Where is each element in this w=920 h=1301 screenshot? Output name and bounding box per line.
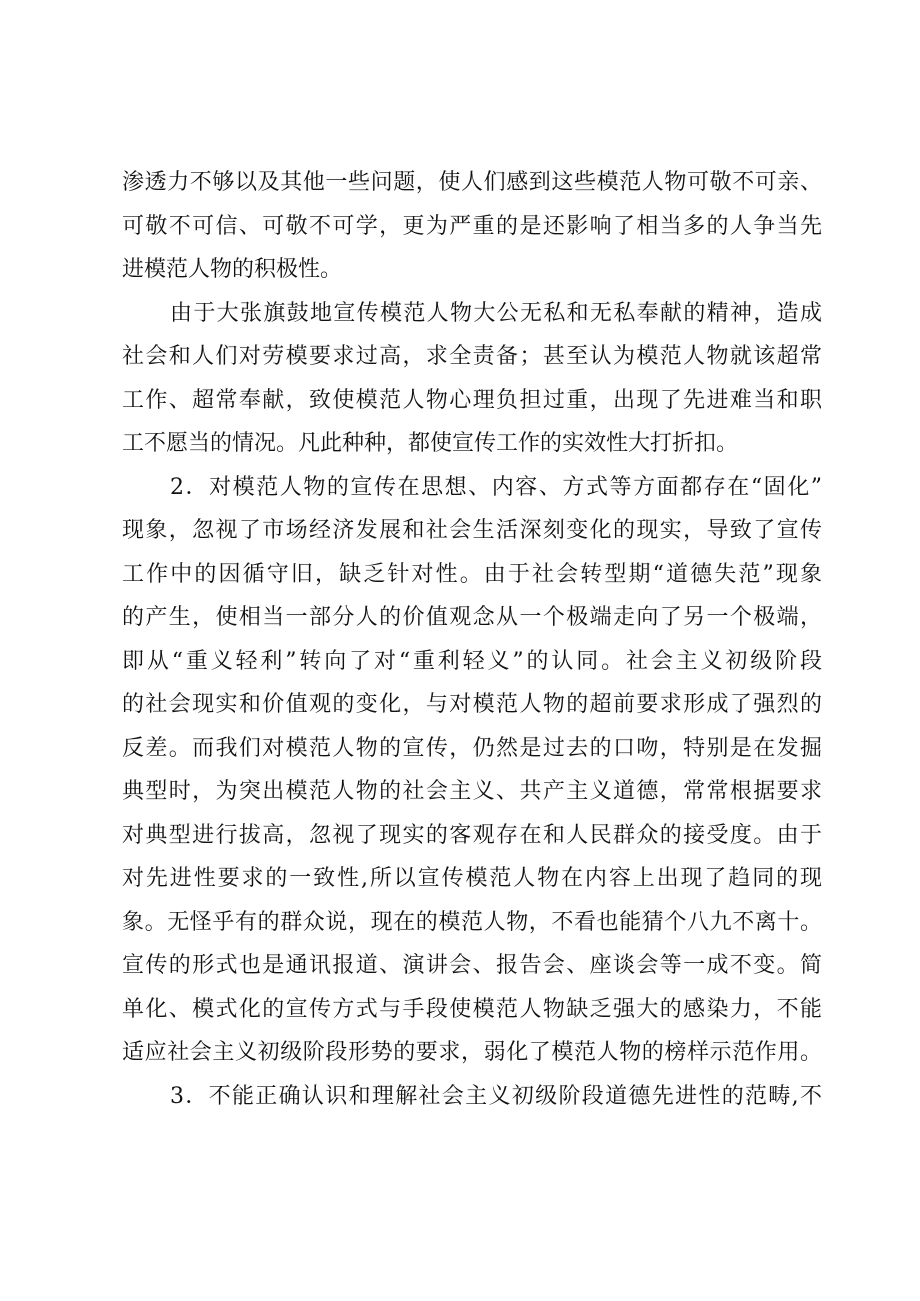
text-line: 进模范人物的积极性。 <box>122 257 343 282</box>
text-line: 渗透力不够以及其他一些问题，使人们感到这些模范人物可敬不可亲、 <box>122 170 822 195</box>
text-line: 2．对模范人物的宣传在思想、内容、方式等方面都存在“固化” <box>170 474 822 500</box>
text-line: 可敬不可信、可敬不可学，更为严重的是还影响了相当多的人争当先 <box>122 213 822 239</box>
paragraph <box>122 292 822 466</box>
text-line: 适应社会主义初级阶段形势的要求，弱化了模范人物的榜样示范作用。 <box>122 1040 822 1065</box>
text-line: 工不愿当的情况。凡此种种，都使宣传工作的实效性大打折扣。 <box>122 431 739 456</box>
text-line: 反差。而我们对模范人物的宣传，仍然是过去的口吻，特别是在发掘 <box>122 735 822 761</box>
text-line: 单化、模式化的宣传方式与手段使模范人物缺乏强大的感染力，不能 <box>122 996 822 1022</box>
text-line: 的社会现实和价值观的变化，与对模范人物的超前要求形成了强烈的 <box>122 692 822 717</box>
text-line: 由于大张旗鼓地宣传模范人物大公无私和无私奉献的精神，造成 <box>170 300 822 326</box>
text-line: 典型时，为突出模范人物的社会主义、共产主义道德，常常根据要求 <box>122 779 822 804</box>
text-line: 现象，忽视了市场经济发展和社会生活深刻变化的现实，导致了宣传 <box>122 518 822 543</box>
text-line: 即从“重义轻利”转向了对“重利轻义”的认同。社会主义初级阶段 <box>122 648 822 674</box>
document-body <box>122 161 822 1118</box>
text-line: 工作中的因循守旧，缺乏针对性。由于社会转型期“道德失范”现象 <box>122 561 822 587</box>
text-line: 对典型进行拔高，忽视了现实的客观存在和人民群众的接受度。由于 <box>122 822 822 848</box>
text-line: 社会和人们对劳模要求过高，求全责备；甚至认为模范人物就该超常 <box>122 344 822 369</box>
text-line: 工作、超常奉献，致使模范人物心理负担过重，出现了先进难当和职 <box>122 387 822 413</box>
paragraph <box>122 161 822 292</box>
paragraph <box>122 1075 822 1119</box>
text-line: 象。无怪乎有的群众说，现在的模范人物，不看也能猜个八九不离十。 <box>122 909 822 935</box>
text-line: 3．不能正确认识和理解社会主义初级阶段道德先进性的范畴,不 <box>170 1083 822 1109</box>
text-line: 对先进性要求的一致性,所以宣传模范人物在内容上出现了趋同的现 <box>122 866 822 891</box>
text-line: 宣传的形式也是通讯报道、演讲会、报告会、座谈会等一成不变。简 <box>122 953 822 978</box>
text-line: 的产生，使相当一部分人的价值观念从一个极端走向了另一个极端， <box>122 605 822 630</box>
paragraph <box>122 466 822 1075</box>
